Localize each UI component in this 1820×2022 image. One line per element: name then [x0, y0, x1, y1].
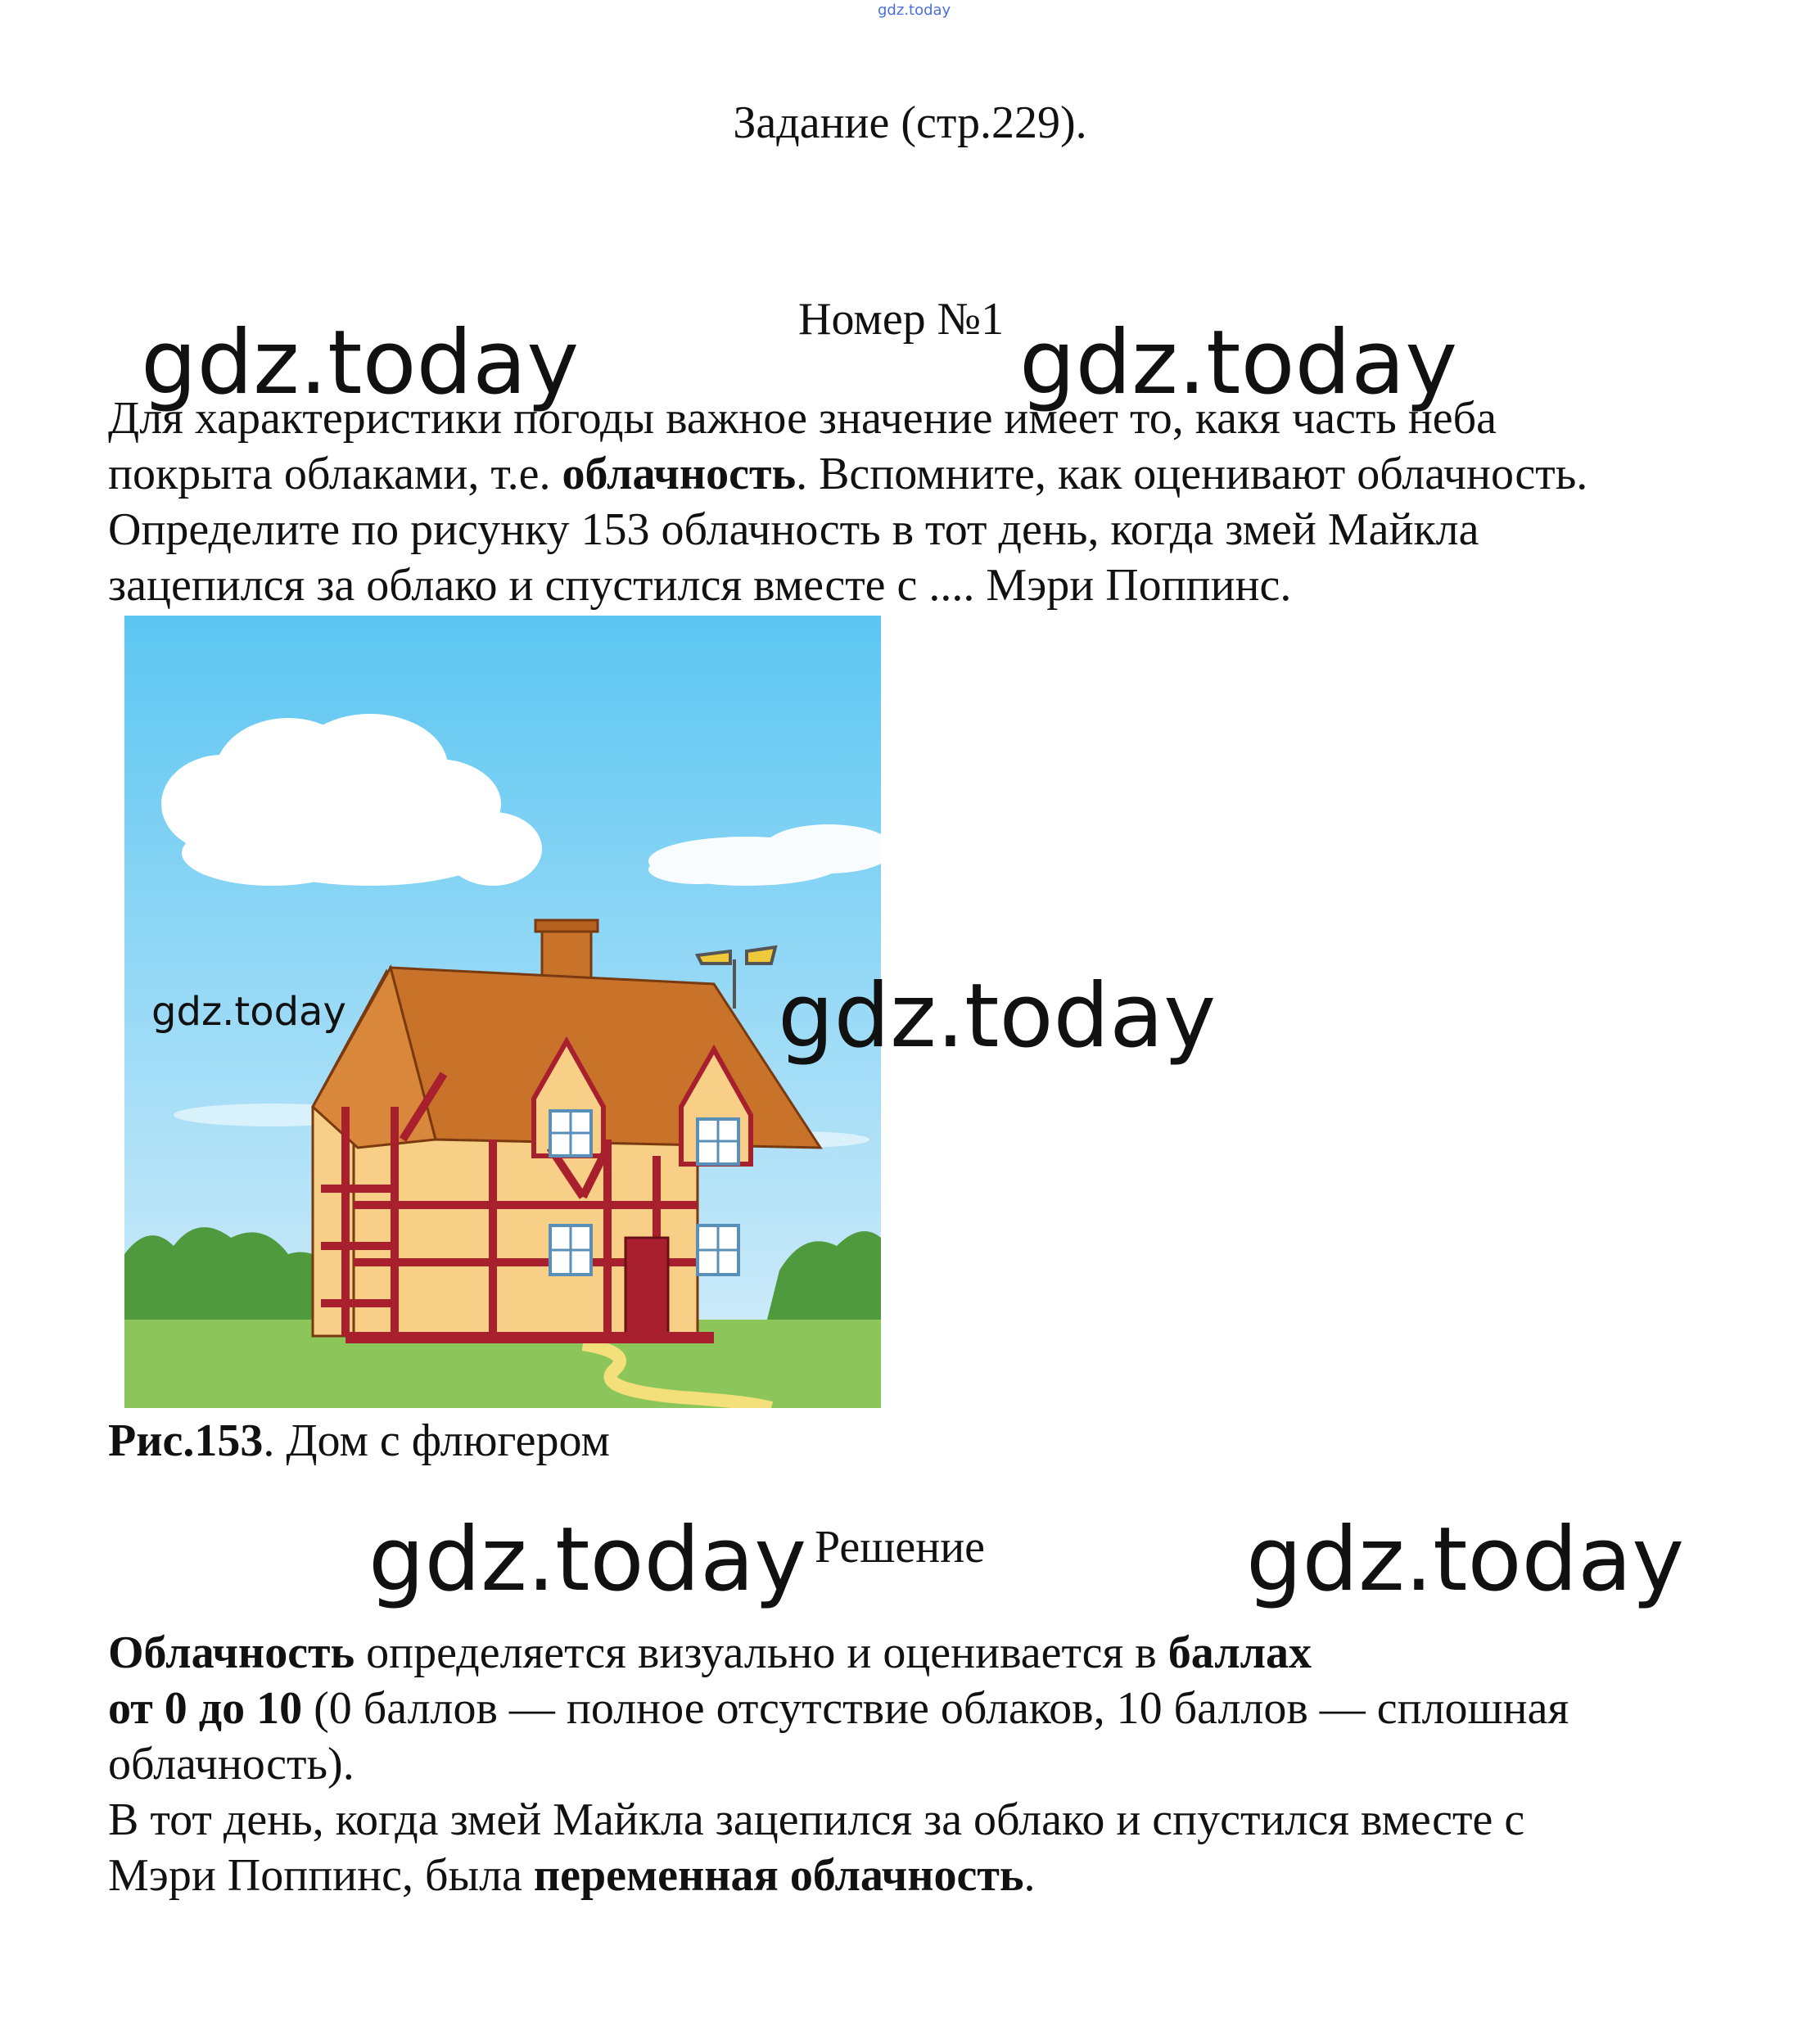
number-title: Номер №1	[798, 294, 1005, 345]
task-title: Задание (стр.229).	[733, 97, 1087, 148]
figure-number: Рис.153	[108, 1415, 264, 1466]
watermark-2: gdz.today	[1019, 312, 1458, 414]
answer-line-5	[108, 1848, 1035, 1903]
term-scale: от 0 до 10	[108, 1683, 303, 1734]
watermark-5: gdz.today	[368, 1509, 807, 1611]
figure-caption	[108, 1415, 610, 1467]
figure-caption-text: . Дом с флюгером	[263, 1415, 610, 1466]
door	[625, 1238, 668, 1336]
answer-text: Мэри Поппинс, была	[108, 1850, 534, 1901]
question-line-3: Определите по рисунку 153 облачность в тот день, когда змей Майкла	[108, 504, 1479, 555]
term-cloudiness: облачность	[562, 449, 797, 499]
house-base	[345, 1332, 714, 1343]
question-line-2	[108, 447, 1587, 502]
answer-text: .	[1023, 1850, 1036, 1901]
watermark-6: gdz.today	[1246, 1509, 1685, 1611]
question-text: покрыта облаками, т.е.	[108, 449, 562, 499]
term-cloudiness: Облачность	[108, 1627, 355, 1678]
question-line-1: Для характеристики погоды важное значение имеет то, какя часть неба	[108, 393, 1497, 444]
top-watermark: gdz.today	[878, 2, 951, 19]
answer-text: определяется визуально и оценивается в	[355, 1627, 1168, 1678]
answer-line-2	[108, 1681, 1569, 1736]
watermark-4: gdz.today	[778, 965, 1217, 1067]
watermark-3: gdz.today	[151, 989, 346, 1035]
question-line-4: зацепился за облако и спустился вместе с .... Мэри Поппинс.	[108, 560, 1292, 611]
watermark-1: gdz.today	[141, 312, 580, 414]
term-points: баллах	[1167, 1627, 1312, 1678]
answer-line-4: В тот день, когда змей Майкла зацепился за облако и спустился вместе с	[108, 1794, 1525, 1845]
solution-title: Решение	[815, 1522, 986, 1573]
answer-text: (0 баллов — полное отсутствие облаков, 10 баллов — сплошная	[302, 1683, 1569, 1734]
term-variable-cloudiness: переменная облачность	[533, 1850, 1024, 1901]
question-text: . Вспомните, как оценивают облачность.	[796, 449, 1588, 499]
answer-line-1	[108, 1626, 1312, 1681]
answer-line-3: облачность).	[108, 1739, 355, 1790]
